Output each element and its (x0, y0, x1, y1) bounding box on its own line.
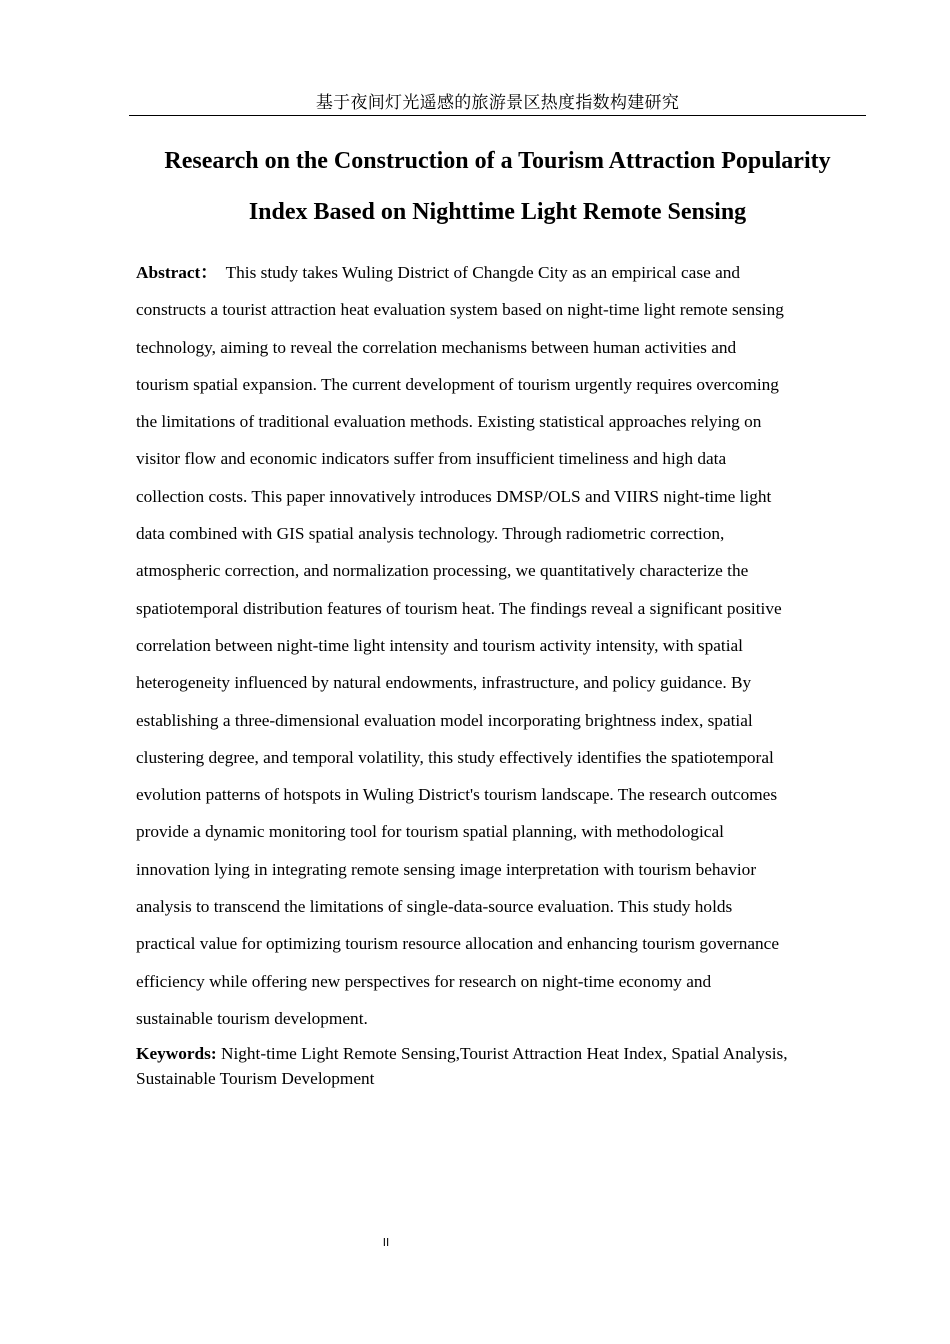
abstract-line: technology, aiming to reveal the correlation mechanisms between human activities and (136, 337, 737, 357)
abstract (136, 254, 866, 1037)
abstract-line: sustainable tourism development. (136, 1008, 368, 1028)
abstract-line: provide a dynamic monitoring tool for tourism spatial planning, with methodological (136, 822, 724, 842)
abstract-line (136, 254, 866, 291)
abstract-line: visitor flow and economic indicators suffer from insufficient timeliness and high data (136, 449, 727, 469)
paper-title-line-1: Research on the Construction of a Tourism Attraction Popularity (164, 148, 831, 174)
abstract-line: practical value for optimizing tourism resource allocation and enhancing tourism governance (136, 934, 780, 954)
keywords-line: Sustainable Tourism Development (136, 1069, 375, 1088)
header-rule (129, 115, 866, 116)
abstract-line: correlation between night-time light intensity and tourism activity intensity, with spatial (136, 635, 743, 655)
page-number: II (382, 1236, 390, 1249)
abstract-line: heterogeneity influenced by natural endowments, infrastructure, and policy guidance. By (136, 673, 752, 693)
abstract-line: the limitations of traditional evaluation methods. Existing statistical approaches relying on (136, 412, 762, 432)
keywords-line (136, 1041, 866, 1066)
running-header: 基于夜间灯光遥感的旅游景区热度指数构建研究 (315, 93, 680, 113)
keywords (136, 1041, 866, 1091)
paper-title (129, 136, 866, 238)
paper-title-line-2: Index Based on Nighttime Light Remote Sensing (248, 199, 747, 225)
abstract-line: spatiotemporal distribution features of tourism heat. The findings reveal a significant positive (136, 598, 782, 618)
keywords-line-text: Night-time Light Remote Sensing,Tourist Attraction Heat Index, Spatial Analysis, (220, 1044, 788, 1063)
abstract-line: collection costs. This paper innovatively introduces DMSP/OLS and VIIRS night-time light (136, 486, 772, 506)
abstract-line: evolution patterns of hotspots in Wuling District's tourism landscape. The research outcomes (136, 785, 778, 805)
abstract-line-text: This study takes Wuling District of Changde City as an empirical case and (225, 263, 741, 282)
abstract-line: establishing a three-dimensional evaluation model incorporating brightness index, spatial (136, 710, 753, 730)
abstract-line: tourism spatial expansion. The current development of tourism urgently requires overcoming (136, 374, 779, 394)
abstract-line: atmospheric correction, and normalization processing, we quantitatively characterize the (136, 561, 749, 581)
abstract-line: efficiency while offering new perspectives for research on night-time economy and (136, 971, 712, 991)
abstract-line: data combined with GIS spatial analysis technology. Through radiometric correction, (136, 524, 725, 544)
keywords-label: Keywords: (136, 1044, 217, 1063)
abstract-label: Abstract： (136, 263, 218, 282)
abstract-line: innovation lying in integrating remote sensing image interpretation with tourism behavior (136, 859, 757, 879)
abstract-line: clustering degree, and temporal volatility, this study effectively identifies the spatiotemporal (136, 747, 774, 767)
abstract-line: analysis to transcend the limitations of single-data-source evaluation. This study holds (136, 897, 733, 917)
abstract-line: constructs a tourist attraction heat evaluation system based on night-time light remote sensing (136, 300, 784, 320)
